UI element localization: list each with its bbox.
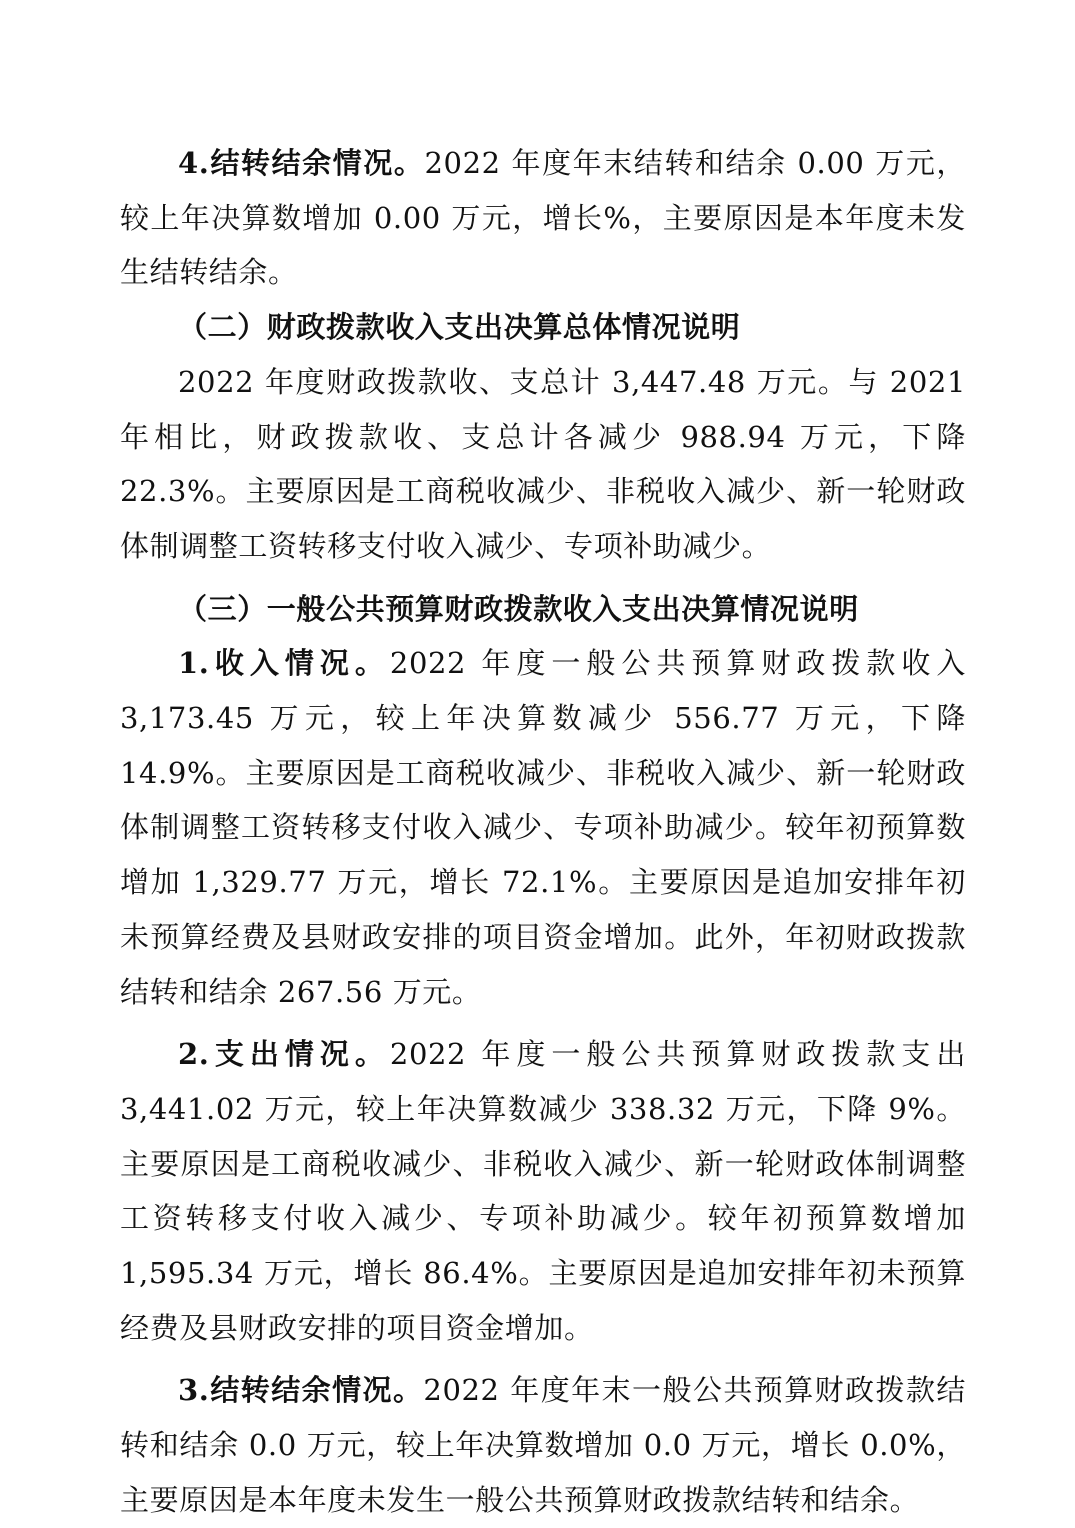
paragraph-expenditure — [120, 1027, 966, 1355]
section-heading-3: （三）一般公共预算财政拨款收入支出决算情况说明 — [178, 591, 859, 626]
paragraph-text: 2022 年度一般公共预算财政拨款收入 3,173.45 万元，较上年决算数减少 556.77 万元，下降 14.9%。主要原因是工商税收减少、非税收入减少、新一轮财政体制调整工资转移支付收入减少、专项补助减少。较年初预算数增加 1,329.77 万元，增长 72.1%。主要原因是追加安排年初未预算经费及县财政安排的项目资金增加。此外，年初财政拨款结转和结余 267.56 万元。 — [120, 646, 966, 1009]
section-heading-2: （二）财政拨款收入支出决算总体情况说明 — [178, 310, 741, 345]
paragraph-text: 2022 年度财政拨款收、支总计 3,447.48 万元。与 2021 年相比，财政拨款收、支总计各减少 988.94 万元，下降 22.3%。主要原因是工商税收减少、非税收入减少、新一轮财政体制调整工资转移支付收入减少、专项补助减少。 — [120, 364, 966, 563]
paragraph-fiscal-overview — [120, 355, 966, 574]
document-body — [120, 136, 966, 1528]
paragraph-income — [120, 636, 966, 1019]
paragraph-text: 2022 年度年末结转和结余 0.00 万元，较上年决算数增加 0.00 万元，增长%，主要原因是本年度未发生结转结余。 — [120, 146, 966, 290]
paragraph-carryover-balance — [120, 136, 966, 300]
paragraph-lead: 4.结转结余情况。 — [178, 146, 425, 180]
paragraph-lead: 2.支出情况。 — [178, 1037, 390, 1072]
paragraph-lead: 3.结转结余情况。 — [178, 1373, 424, 1408]
paragraph-general-carryover — [120, 1363, 966, 1527]
paragraph-text: 2022 年度一般公共预算财政拨款支出 3,441.02 万元，较上年决算数减少 338.32 万元，下降 9%。主要原因是工商税收减少、非税收入减少、新一轮财政体制调整工资转移支付收入减少、专项补助减少。较年初预算数增加 1,595.34 万元，增长 86.4%。主要原因是追加安排年初未预算经费及县财政安排的项目资金增加。 — [120, 1037, 966, 1345]
paragraph-text: 2022 年度年末一般公共预算财政拨款结转和结余 0.0 万元，较上年决算数增加 0.0 万元，增长 0.0%，主要原因是本年度未发生一般公共预算财政拨款结转和结余。 — [120, 1373, 966, 1517]
paragraph-lead: 1.收入情况。 — [178, 646, 390, 681]
